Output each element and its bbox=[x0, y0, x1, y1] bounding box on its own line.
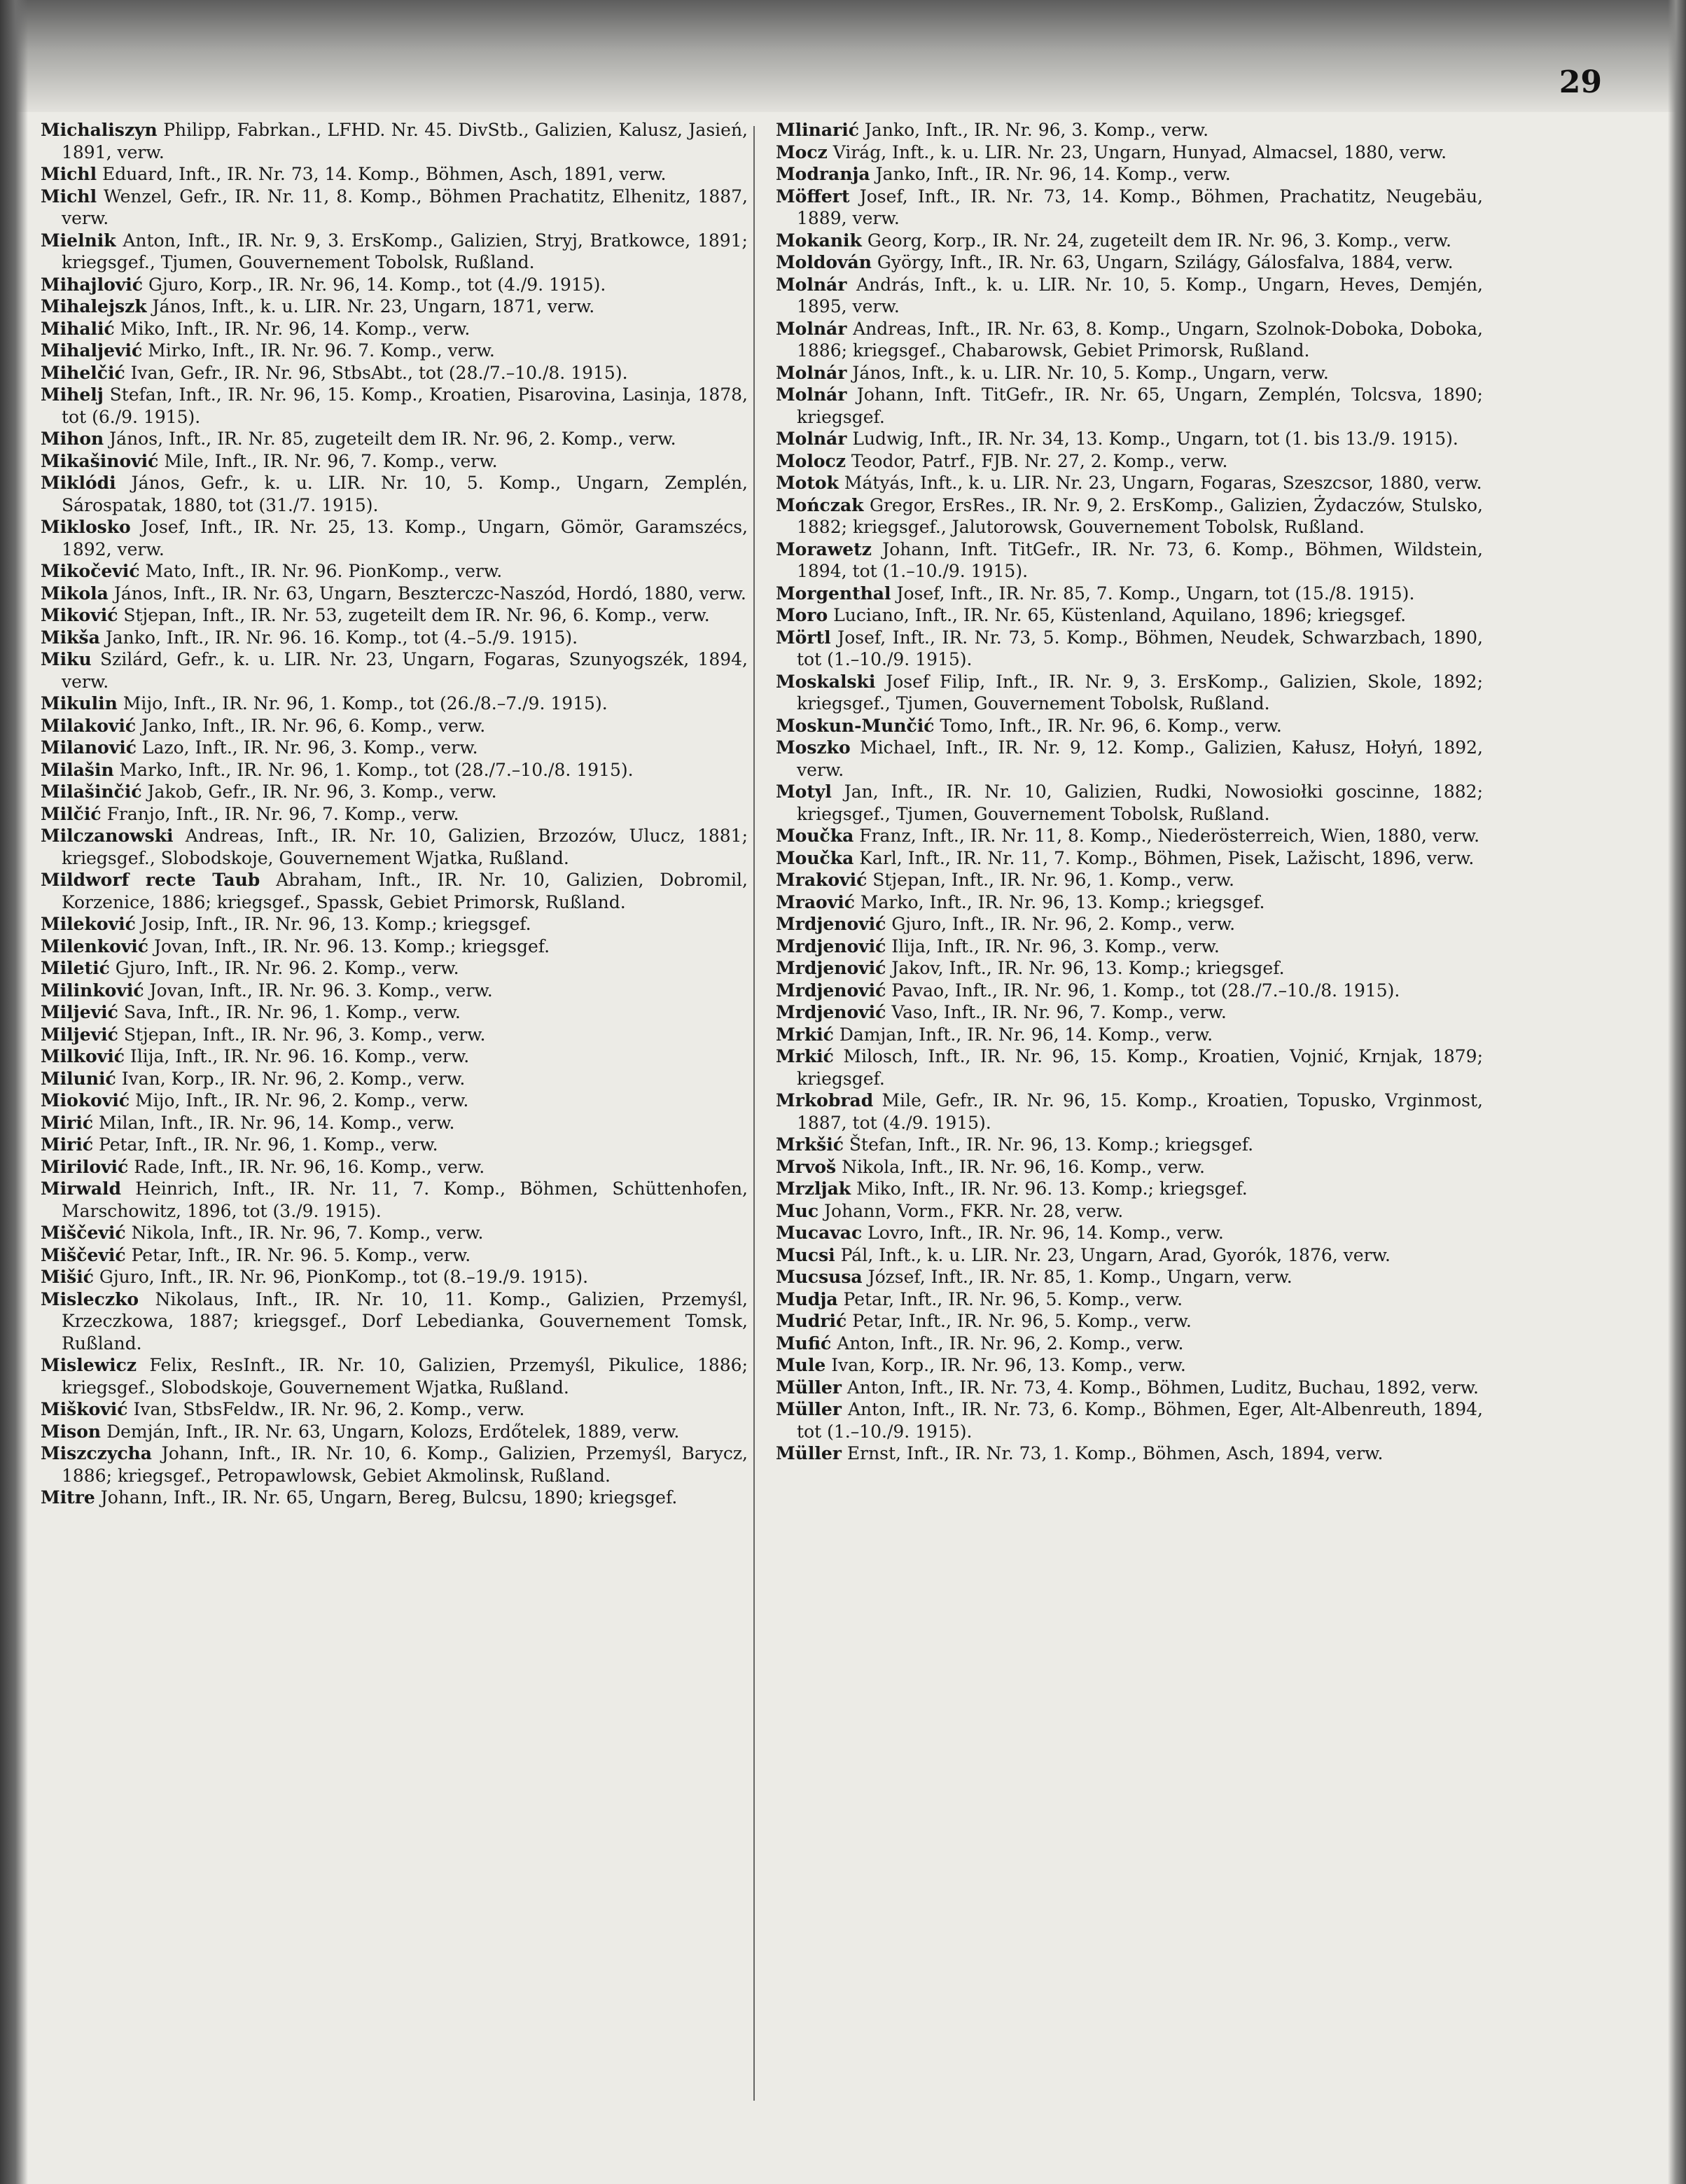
entry-surname: Mihajlović bbox=[41, 274, 144, 295]
register-entry bbox=[41, 825, 748, 869]
entry-details: Johann, Inft. TitGefr., IR. Nr. 65, Ungarn, Zemplén, Tolcsva, 1890; kriegsgef. bbox=[797, 384, 1483, 427]
entry-details: Pavao, Inft., IR. Nr. 96, 1. Komp., tot (28./7.–10./8. 1915). bbox=[891, 980, 1400, 1001]
register-entry bbox=[41, 1045, 748, 1068]
entry-surname: Mislewicz bbox=[41, 1355, 137, 1375]
register-entry bbox=[776, 825, 1483, 847]
register-entry bbox=[41, 957, 748, 980]
register-entry bbox=[776, 1001, 1483, 1024]
register-entry bbox=[776, 737, 1483, 781]
register-entry bbox=[41, 1178, 748, 1222]
scan-shadow-top bbox=[0, 0, 1686, 112]
entry-details: Johann, Inft. TitGefr., IR. Nr. 73, 6. Komp., Böhmen, Wildstein, 1894, tot (1.–10./9. 1915). bbox=[797, 538, 1483, 581]
left-column bbox=[41, 119, 748, 2136]
entry-surname: Mucsusa bbox=[776, 1267, 863, 1287]
entry-surname: Moučka bbox=[776, 847, 854, 868]
entry-details: János, Inft., k. u. LIR. Nr. 10, 5. Komp., Ungarn, verw. bbox=[852, 362, 1329, 383]
entry-details: Mato, Inft., IR. Nr. 96. PionKomp., verw. bbox=[145, 561, 503, 581]
register-entry bbox=[776, 891, 1483, 914]
entry-surname: Mończak bbox=[776, 494, 864, 515]
register-entry bbox=[41, 1354, 748, 1398]
entry-surname: Motok bbox=[776, 473, 839, 493]
entry-surname: Mikočević bbox=[41, 561, 140, 581]
entry-surname: Mrzljak bbox=[776, 1178, 851, 1199]
entry-details: Damjan, Inft., IR. Nr. 96, 14. Komp., verw. bbox=[839, 1024, 1213, 1045]
entry-surname: Moszko bbox=[776, 737, 851, 758]
entry-details: János, Inft., IR. Nr. 63, Ungarn, Beszterczc-Naszód, Hordó, 1880, verw. bbox=[113, 583, 746, 604]
register-entry bbox=[776, 384, 1483, 428]
register-entry bbox=[776, 1377, 1483, 1399]
entry-details: Nikola, Inft., IR. Nr. 96, 7. Komp., verw. bbox=[131, 1223, 484, 1243]
entry-surname: Mišić bbox=[41, 1267, 94, 1287]
entry-surname: Milković bbox=[41, 1046, 125, 1066]
entry-details: Pál, Inft., k. u. LIR. Nr. 23, Ungarn, Arad, Gyorók, 1876, verw. bbox=[840, 1244, 1391, 1265]
entry-details: Mátyás, Inft., k. u. LIR. Nr. 23, Ungarn, Fogaras, Szeszcsor, 1880, verw. bbox=[844, 473, 1482, 493]
entry-details: Heinrich, Inft., IR. Nr. 11, 7. Komp., Böhmen, Schüttenhofen, Marschowitz, 1896, tot (3./9. 1915). bbox=[62, 1178, 748, 1221]
entry-surname: Morawetz bbox=[776, 538, 872, 559]
entry-surname: Milunić bbox=[41, 1068, 116, 1089]
entry-details: Petar, Inft., IR. Nr. 96, 5. Komp., verw. bbox=[843, 1288, 1183, 1309]
entry-surname: Miku bbox=[41, 649, 92, 669]
entry-details: Milan, Inft., IR. Nr. 96, 14. Komp., verw. bbox=[99, 1112, 455, 1133]
entry-details: Andreas, Inft., IR. Nr. 10, Galizien, Brzozów, Ulucz, 1881; kriegsgef., Slobodskoje, Gouvernement Wjatka, Rußland. bbox=[62, 826, 748, 868]
entry-surname: Mraović bbox=[776, 891, 855, 912]
register-entry bbox=[776, 980, 1483, 1002]
entry-surname: Milašinčić bbox=[41, 781, 142, 802]
entry-surname: Milinković bbox=[41, 980, 144, 1001]
entry-details: Nikolaus, Inft., IR. Nr. 10, 11. Komp., Galizien, Przemyśl, Krzeczkowa, 1887; kriegsgef., Dorf Lebedianka, Gouvernement Tomsk, Rußland. bbox=[62, 1288, 748, 1354]
entry-surname: Molnár bbox=[776, 362, 847, 383]
register-entry bbox=[41, 450, 748, 473]
register-entry bbox=[41, 472, 748, 516]
entry-details: Andreas, Inft., IR. Nr. 63, 8. Komp., Ungarn, Szolnok-Doboka, Doboka, 1886; kriegsgef., Chabarowsk, Gebiet Primorsk, Rußland. bbox=[797, 318, 1483, 361]
entry-details: Philipp, Fabrkan., LFHD. Nr. 45. DivStb., Galizien, Kalusz, Jasień, 1891, verw. bbox=[62, 120, 748, 162]
entry-surname: Morgenthal bbox=[776, 583, 891, 604]
register-entry bbox=[776, 1045, 1483, 1090]
entry-details: Jakov, Inft., IR. Nr. 96, 13. Komp.; kriegsgef. bbox=[891, 958, 1285, 978]
register-entry bbox=[776, 847, 1483, 870]
entry-details: Wenzel, Gefr., IR. Nr. 11, 8. Komp., Böhmen Prachatitz, Elhenitz, 1887, verw. bbox=[62, 186, 748, 228]
register-entry bbox=[776, 119, 1483, 141]
entry-surname: Milaković bbox=[41, 715, 137, 736]
entry-details: Teodor, Patrf., FJB. Nr. 27, 2. Komp., verw. bbox=[851, 450, 1228, 471]
register-entry bbox=[41, 428, 748, 450]
register-entry bbox=[41, 913, 748, 935]
register-entry bbox=[41, 803, 748, 826]
entry-surname: Mirwald bbox=[41, 1178, 122, 1199]
entry-details: Mile, Inft., IR. Nr. 96, 7. Komp., verw. bbox=[164, 450, 498, 471]
entry-details: Ludwig, Inft., IR. Nr. 34, 13. Komp., Ungarn, tot (1. bis 13./9. 1915). bbox=[852, 429, 1458, 449]
register-entry bbox=[41, 274, 748, 296]
entry-details: Anton, Inft., IR. Nr. 73, 6. Komp., Böhmen, Eger, Alt-Albenreuth, 1894, tot (1.–10./9. 1915). bbox=[797, 1399, 1483, 1442]
entry-details: Anton, Inft., IR. Nr. 9, 3. ErsKomp., Galizien, Stryj, Bratkowce, 1891; kriegsgef., Tjumen, Gouvernement Tobolsk, Rußland. bbox=[62, 230, 748, 272]
register-entry bbox=[41, 693, 748, 715]
entry-details: Jovan, Inft., IR. Nr. 96. 13. Komp.; kriegsgef. bbox=[153, 935, 550, 957]
register-entry bbox=[776, 1156, 1483, 1178]
entry-surname: Mlinarić bbox=[776, 120, 859, 140]
register-entry bbox=[41, 1442, 748, 1487]
register-entry bbox=[776, 230, 1483, 252]
entry-surname: Mihalejszk bbox=[41, 296, 147, 317]
register-entry bbox=[41, 1090, 748, 1112]
register-entry bbox=[776, 1398, 1483, 1442]
entry-details: József, Inft., IR. Nr. 85, 1. Komp., Ungarn, verw. bbox=[868, 1267, 1293, 1287]
entry-details: Virág, Inft., k. u. LIR. Nr. 23, Ungarn, Hunyad, Almacsel, 1880, verw. bbox=[832, 141, 1447, 162]
entry-details: János, Inft., IR. Nr. 85, zugeteilt dem IR. Nr. 96, 2. Komp., verw. bbox=[109, 429, 676, 449]
register-entry bbox=[776, 362, 1483, 384]
entry-details: János, Gefr., k. u. LIR. Nr. 10, 5. Komp., Ungarn, Zemplén, Sárospatak, 1880, tot (31./7. 1915). bbox=[62, 473, 748, 515]
register-entry bbox=[776, 1134, 1483, 1156]
register-entry bbox=[41, 781, 748, 803]
entry-details: Mijo, Inft., IR. Nr. 96, 1. Komp., tot (26./8.–7./9. 1915). bbox=[123, 693, 608, 714]
register-entry bbox=[41, 1288, 748, 1355]
entry-surname: Mileković bbox=[41, 914, 136, 934]
entry-details: Stjepan, Inft., IR. Nr. 96, 3. Komp., verw. bbox=[123, 1024, 486, 1045]
entry-surname: Mikša bbox=[41, 627, 100, 648]
register-entry bbox=[41, 1068, 748, 1090]
entry-surname: Miklosko bbox=[41, 517, 131, 537]
entry-details: Anton, Inft., IR. Nr. 73, 4. Komp., Böhmen, Luditz, Buchau, 1892, verw. bbox=[847, 1377, 1479, 1398]
entry-details: György, Inft., IR. Nr. 63, Ungarn, Szilágy, Gálosfalva, 1884, verw. bbox=[877, 252, 1454, 272]
entry-details: Luciano, Inft., IR. Nr. 65, Küstenland, Aquilano, 1896; kriegsgef. bbox=[833, 605, 1407, 625]
entry-surname: Molnár bbox=[776, 318, 847, 339]
entry-surname: Miljević bbox=[41, 1002, 118, 1022]
entry-surname: Molocz bbox=[776, 450, 846, 471]
entry-details: Tomo, Inft., IR. Nr. 96, 6. Komp., verw. bbox=[940, 715, 1282, 736]
entry-details: Vaso, Inft., IR. Nr. 96, 7. Komp., verw. bbox=[891, 1002, 1227, 1022]
entry-details: Gjuro, Inft., IR. Nr. 96, PionKomp., tot (8.–19./9. 1915). bbox=[99, 1267, 589, 1287]
entry-details: Mirko, Inft., IR. Nr. 96. 7. Komp., verw. bbox=[148, 340, 495, 361]
entry-surname: Mihelj bbox=[41, 384, 104, 405]
entry-surname: Müller bbox=[776, 1399, 842, 1419]
register-entry bbox=[41, 869, 748, 913]
entry-details: Johann, Vorm., FKR. Nr. 28, verw. bbox=[824, 1200, 1124, 1221]
entry-surname: Mrkić bbox=[776, 1024, 834, 1045]
entry-details: Mijo, Inft., IR. Nr. 96, 2. Komp., verw. bbox=[135, 1090, 469, 1111]
register-entry bbox=[41, 1112, 748, 1134]
entry-details: Johann, Inft., IR. Nr. 10, 6. Komp., Galizien, Przemyśl, Barycz, 1886; kriegsgef., Petropawlowsk, Gebiet Akmolinsk, Rußland. bbox=[62, 1443, 748, 1486]
entry-surname: Mocz bbox=[776, 141, 828, 162]
entry-details: Anton, Inft., IR. Nr. 96, 2. Komp., verw. bbox=[837, 1333, 1184, 1354]
register-entry bbox=[41, 1222, 748, 1244]
entry-details: Szilárd, Gefr., k. u. LIR. Nr. 23, Ungarn, Fogaras, Szunyogszék, 1894, verw. bbox=[62, 649, 748, 692]
register-entry bbox=[776, 1244, 1483, 1267]
entry-surname: Mihaljević bbox=[41, 340, 143, 361]
entry-surname: Miković bbox=[41, 605, 118, 625]
entry-details: Ivan, Korp., IR. Nr. 96, 2. Komp., verw. bbox=[121, 1068, 466, 1089]
register-entry bbox=[41, 340, 748, 362]
entry-surname: Mioković bbox=[41, 1090, 130, 1111]
entry-details: Ernst, Inft., IR. Nr. 73, 1. Komp., Böhmen, Asch, 1894, verw. bbox=[847, 1443, 1384, 1463]
register-entry bbox=[41, 1421, 748, 1443]
entry-surname: Molnár bbox=[776, 429, 847, 449]
entry-surname: Molnár bbox=[776, 274, 847, 295]
entry-surname: Moučka bbox=[776, 826, 854, 846]
register-entry bbox=[776, 913, 1483, 935]
entry-details: Michael, Inft., IR. Nr. 9, 12. Komp., Galizien, Kałusz, Hołyń, 1892, verw. bbox=[797, 737, 1483, 780]
entry-surname: Moskalski bbox=[776, 671, 876, 692]
entry-details: Gjuro, Inft., IR. Nr. 96. 2. Komp., verw. bbox=[115, 958, 459, 978]
register-entry bbox=[776, 1178, 1483, 1200]
entry-details: Ilija, Inft., IR. Nr. 96. 16. Komp., verw. bbox=[130, 1046, 470, 1066]
entry-surname: Mihelčić bbox=[41, 362, 125, 383]
register-entry bbox=[776, 1090, 1483, 1134]
register-entry bbox=[776, 781, 1483, 825]
register-entry bbox=[776, 1200, 1483, 1223]
entry-surname: Mrdjenović bbox=[776, 914, 886, 934]
entry-surname: Miščević bbox=[41, 1244, 126, 1265]
entry-surname: Milczanowski bbox=[41, 826, 174, 846]
entry-details: Eduard, Inft., IR. Nr. 73, 14. Komp., Böhmen, Asch, 1891, verw. bbox=[102, 164, 667, 184]
entry-details: Petar, Inft., IR. Nr. 96, 5. Komp., verw. bbox=[852, 1311, 1192, 1331]
register-entry bbox=[41, 980, 748, 1002]
entry-details: Karl, Inft., IR. Nr. 11, 7. Komp., Böhmen, Pisek, Lažischt, 1896, verw. bbox=[859, 847, 1475, 868]
entry-surname: Mrdjenović bbox=[776, 1002, 886, 1022]
entry-surname: Mrkšić bbox=[776, 1134, 844, 1155]
register-entry bbox=[776, 141, 1483, 164]
entry-details: Josef, Inft., IR. Nr. 25, 13. Komp., Ungarn, Gömör, Garamszécs, 1892, verw. bbox=[62, 517, 748, 559]
register-entry bbox=[776, 671, 1483, 715]
register-entry bbox=[776, 869, 1483, 891]
entry-details: János, Inft., k. u. LIR. Nr. 23, Ungarn, 1871, verw. bbox=[152, 296, 595, 317]
entry-details: Franz, Inft., IR. Nr. 11, 8. Komp., Niederösterreich, Wien, 1880, verw. bbox=[859, 826, 1480, 846]
register-entry bbox=[41, 1156, 748, 1178]
entry-surname: Mrdjenović bbox=[776, 980, 886, 1001]
entry-details: Lovro, Inft., IR. Nr. 96, 14. Komp., verw. bbox=[868, 1223, 1224, 1243]
entry-details: Rade, Inft., IR. Nr. 96, 16. Komp., verw. bbox=[134, 1156, 485, 1177]
register-entry bbox=[41, 715, 748, 737]
entry-details: Ivan, StbsFeldw., IR. Nr. 96, 2. Komp., verw. bbox=[133, 1399, 525, 1419]
entry-details: Štefan, Inft., IR. Nr. 96, 13. Komp.; kriegsgef. bbox=[849, 1134, 1254, 1155]
entry-details: Josip, Inft., IR. Nr. 96, 13. Komp.; kriegsgef. bbox=[141, 914, 531, 934]
entry-surname: Michl bbox=[41, 164, 97, 184]
entry-surname: Mrvoš bbox=[776, 1156, 837, 1177]
column-divider bbox=[753, 126, 755, 2101]
register-entry bbox=[41, 583, 748, 605]
entry-details: Janko, Inft., IR. Nr. 96. 16. Komp., tot (4.–5./9. 1915). bbox=[105, 627, 578, 648]
entry-surname: Muc bbox=[776, 1200, 819, 1221]
entry-details: Stjepan, Inft., IR. Nr. 96, 1. Komp., verw. bbox=[872, 870, 1234, 890]
register-entry bbox=[776, 583, 1483, 605]
entry-surname: Müller bbox=[776, 1377, 842, 1398]
entry-details: Georg, Korp., IR. Nr. 24, zugeteilt dem IR. Nr. 96, 3. Komp., verw. bbox=[867, 230, 1451, 251]
entry-surname: Milčić bbox=[41, 803, 102, 824]
entry-surname: Mirić bbox=[41, 1112, 94, 1133]
entry-surname: Mudja bbox=[776, 1288, 838, 1309]
register-entry bbox=[776, 450, 1483, 473]
entry-details: Josef Filip, Inft., IR. Nr. 9, 3. ErsKomp., Galizien, Skole, 1892; kriegsgef., Tjumen, Gouvernement Tobolsk, Rußland. bbox=[797, 671, 1483, 714]
register-entry bbox=[776, 1333, 1483, 1355]
entry-surname: Mule bbox=[776, 1355, 826, 1375]
entry-details: Jovan, Inft., IR. Nr. 96. 3. Komp., verw. bbox=[149, 980, 493, 1001]
entry-surname: Mihalić bbox=[41, 318, 115, 339]
register-entry bbox=[41, 384, 748, 428]
register-entry bbox=[776, 1310, 1483, 1333]
entry-surname: Miljević bbox=[41, 1024, 118, 1045]
entry-details: Jan, Inft., IR. Nr. 10, Galizien, Rudki, Nowosiołki goscinne, 1882; kriegsgef., Tjumen, Gouvernement Tobolsk, Rußland. bbox=[797, 781, 1483, 824]
register-entry bbox=[776, 627, 1483, 671]
register-entry bbox=[41, 186, 748, 230]
entry-details: Lazo, Inft., IR. Nr. 96, 3. Komp., verw. bbox=[141, 737, 478, 758]
right-column bbox=[776, 119, 1483, 2136]
entry-surname: Misleczko bbox=[41, 1288, 139, 1309]
entry-details: Milosch, Inft., IR. Nr. 96, 15. Komp., Kroatien, Vojnić, Krnjak, 1879; kriegsgef. bbox=[797, 1046, 1483, 1089]
entry-surname: Mirić bbox=[41, 1134, 94, 1155]
entry-details: Abraham, Inft., IR. Nr. 10, Galizien, Dobromil, Korzenice, 1886; kriegsgef., Spassk, Gebiet Primorsk, Rußland. bbox=[62, 870, 748, 912]
entry-details: Johann, Inft., IR. Nr. 65, Ungarn, Bereg, Bulcsu, 1890; kriegsgef. bbox=[100, 1487, 678, 1508]
entry-details: Felix, ResInft., IR. Nr. 10, Galizien, Przemyśl, Pikulice, 1886; kriegsgef., Slobodskoje, Gouvernement Wjatka, Rußland. bbox=[62, 1355, 748, 1398]
register-entry bbox=[41, 1024, 748, 1046]
entry-details: Stefan, Inft., IR. Nr. 96, 15. Komp., Kroatien, Pisarovina, Lasinja, 1878, tot (6./9. 1915). bbox=[62, 384, 748, 427]
entry-surname: Milenković bbox=[41, 935, 148, 957]
entry-surname: Mitre bbox=[41, 1487, 95, 1508]
entry-details: Ilija, Inft., IR. Nr. 96, 3. Komp., verw. bbox=[891, 935, 1220, 957]
entry-surname: Mrkić bbox=[776, 1046, 834, 1066]
entry-surname: Mucsi bbox=[776, 1244, 835, 1265]
register-entry bbox=[41, 648, 748, 693]
entry-surname: Mrkobrad bbox=[776, 1090, 874, 1111]
entry-surname: Michaliszyn bbox=[41, 120, 158, 140]
register-entry bbox=[776, 163, 1483, 186]
register-entry bbox=[776, 186, 1483, 230]
entry-surname: Mufić bbox=[776, 1333, 832, 1354]
register-entry bbox=[41, 759, 748, 781]
entry-surname: Mrdjenović bbox=[776, 935, 886, 957]
entry-surname: Mirilović bbox=[41, 1156, 129, 1177]
entry-details: Miko, Inft., IR. Nr. 96, 14. Komp., verw. bbox=[120, 318, 471, 339]
entry-details: Gjuro, Inft., IR. Nr. 96, 2. Komp., verw. bbox=[891, 914, 1236, 934]
entry-surname: Möffert bbox=[776, 186, 850, 207]
entry-details: Nikola, Inft., IR. Nr. 96, 16. Komp., verw. bbox=[842, 1156, 1205, 1177]
register-entry bbox=[776, 604, 1483, 627]
register-entry bbox=[41, 295, 748, 318]
entry-surname: Miletić bbox=[41, 958, 110, 978]
entry-surname: Miščević bbox=[41, 1223, 126, 1243]
entry-surname: Mielnik bbox=[41, 230, 116, 251]
scan-shadow-right bbox=[1668, 0, 1686, 2184]
entry-details: Gjuro, Korp., IR. Nr. 96, 14. Komp., tot (4./9. 1915). bbox=[148, 274, 606, 295]
entry-details: Marko, Inft., IR. Nr. 96, 1. Komp., tot (28./7.–10./8. 1915). bbox=[119, 759, 634, 780]
entry-surname: Mudrić bbox=[776, 1311, 847, 1331]
register-entry bbox=[776, 1442, 1483, 1465]
entry-details: Franjo, Inft., IR. Nr. 96, 7. Komp., verw. bbox=[106, 803, 459, 824]
entry-surname: Mucavac bbox=[776, 1223, 863, 1243]
entry-details: Petar, Inft., IR. Nr. 96, 1. Komp., verw. bbox=[99, 1134, 438, 1155]
entry-details: Janko, Inft., IR. Nr. 96, 3. Komp., verw. bbox=[864, 120, 1209, 140]
register-entry bbox=[776, 1266, 1483, 1288]
register-entry bbox=[41, 163, 748, 186]
register-entry bbox=[41, 560, 748, 583]
entry-surname: Milašin bbox=[41, 759, 114, 780]
entry-surname: Moldován bbox=[776, 252, 872, 272]
register-entry bbox=[41, 1487, 748, 1509]
entry-details: Stjepan, Inft., IR. Nr. 53, zugeteilt dem IR. Nr. 96, 6. Komp., verw. bbox=[123, 605, 710, 625]
entry-surname: Mikašinović bbox=[41, 450, 159, 471]
register-entry bbox=[41, 935, 748, 958]
entry-details: András, Inft., k. u. LIR. Nr. 10, 5. Komp., Ungarn, Heves, Demjén, 1895, verw. bbox=[797, 274, 1483, 317]
entry-details: Gregor, ErsRes., IR. Nr. 9, 2. ErsKomp., Galizien, Żydaczów, Stulsko, 1882; kriegsgef., Jalutorowsk, Gouvernement Tobolsk, Rußland. bbox=[797, 494, 1483, 537]
entry-details: Janko, Inft., IR. Nr. 96, 6. Komp., verw. bbox=[141, 715, 486, 736]
register-entry bbox=[41, 516, 748, 560]
entry-surname: Mokanik bbox=[776, 230, 862, 251]
entry-details: Demján, Inft., IR. Nr. 63, Ungarn, Kolozs, Erdőtelek, 1889, verw. bbox=[106, 1421, 680, 1442]
register-entry bbox=[41, 230, 748, 274]
entry-details: Josef, Inft., IR. Nr. 73, 14. Komp., Böhmen, Prachatitz, Neugebäu, 1889, verw. bbox=[797, 186, 1483, 228]
register-entry bbox=[41, 1134, 748, 1156]
register-entry bbox=[776, 935, 1483, 958]
register-entry bbox=[41, 1398, 748, 1421]
entry-surname: Mihon bbox=[41, 429, 104, 449]
entry-surname: Müller bbox=[776, 1443, 842, 1463]
entry-surname: Mörtl bbox=[776, 627, 831, 648]
entry-surname: Mikulin bbox=[41, 693, 118, 714]
register-entry bbox=[41, 737, 748, 759]
entry-details: Josef, Inft., IR. Nr. 73, 5. Komp., Böhmen, Neudek, Schwarzbach, 1890, tot (1.–10./9. 1915). bbox=[797, 627, 1483, 669]
entry-details: Josef, Inft., IR. Nr. 85, 7. Komp., Ungarn, tot (15./8. 1915). bbox=[896, 583, 1415, 604]
entry-details: Ivan, Korp., IR. Nr. 96, 13. Komp., verw. bbox=[831, 1355, 1186, 1375]
entry-details: Janko, Inft., IR. Nr. 96, 14. Komp., verw. bbox=[875, 164, 1231, 184]
register-entry bbox=[776, 1222, 1483, 1244]
register-entry bbox=[41, 1266, 748, 1288]
register-entry bbox=[776, 251, 1483, 274]
register-entry bbox=[776, 428, 1483, 450]
entry-details: Miko, Inft., IR. Nr. 96. 13. Komp.; kriegsgef. bbox=[856, 1178, 1248, 1199]
register-entry bbox=[776, 274, 1483, 318]
entry-surname: Mison bbox=[41, 1421, 102, 1442]
entry-surname: Miklódi bbox=[41, 473, 116, 493]
entry-surname: Mrdjenović bbox=[776, 958, 886, 978]
page-number: 29 bbox=[1559, 64, 1602, 100]
entry-details: Ivan, Gefr., IR. Nr. 96, StbsAbt., tot (28./7.–10./8. 1915). bbox=[130, 362, 628, 383]
register-entry bbox=[41, 1001, 748, 1024]
entry-surname: Mildworf recte Taub bbox=[41, 870, 260, 890]
register-entry bbox=[776, 494, 1483, 538]
scan-shadow-left bbox=[0, 0, 28, 2184]
register-entry bbox=[776, 1024, 1483, 1046]
entry-details: Petar, Inft., IR. Nr. 96. 5. Komp., verw. bbox=[131, 1244, 471, 1265]
register-entry bbox=[776, 538, 1483, 583]
register-entry bbox=[41, 1244, 748, 1267]
entry-surname: Motyl bbox=[776, 781, 832, 802]
entry-details: Sava, Inft., IR. Nr. 96, 1. Komp., verw. bbox=[123, 1002, 461, 1022]
register-entry bbox=[776, 318, 1483, 362]
register-entry bbox=[41, 119, 748, 163]
entry-details: Jakob, Gefr., IR. Nr. 96, 3. Komp., verw. bbox=[147, 781, 497, 802]
entry-surname: Modranja bbox=[776, 164, 870, 184]
register-entry bbox=[41, 362, 748, 384]
register-entry bbox=[41, 318, 748, 340]
register-entry bbox=[776, 1288, 1483, 1311]
entry-surname: Mraković bbox=[776, 870, 868, 890]
register-entry bbox=[776, 715, 1483, 737]
register-entry bbox=[776, 1354, 1483, 1377]
entry-surname: Moro bbox=[776, 605, 828, 625]
entry-surname: Molnár bbox=[776, 384, 847, 405]
entry-surname: Milanović bbox=[41, 737, 137, 758]
register-entry bbox=[41, 604, 748, 627]
entry-details: Mile, Gefr., IR. Nr. 96, 15. Komp., Kroatien, Topusko, Vrginmost, 1887, tot (4./9. 1915). bbox=[797, 1090, 1483, 1133]
entry-surname: Miszczycha bbox=[41, 1443, 152, 1463]
entry-surname: Mikola bbox=[41, 583, 109, 604]
register-entry bbox=[41, 627, 748, 649]
entry-surname: Moskun-Munčić bbox=[776, 715, 935, 736]
register-entry bbox=[776, 472, 1483, 494]
register-entry bbox=[776, 957, 1483, 980]
entry-details: Marko, Inft., IR. Nr. 96, 13. Komp.; kriegsgef. bbox=[860, 891, 1265, 912]
entry-surname: Michl bbox=[41, 186, 97, 207]
entry-surname: Mišković bbox=[41, 1399, 128, 1419]
